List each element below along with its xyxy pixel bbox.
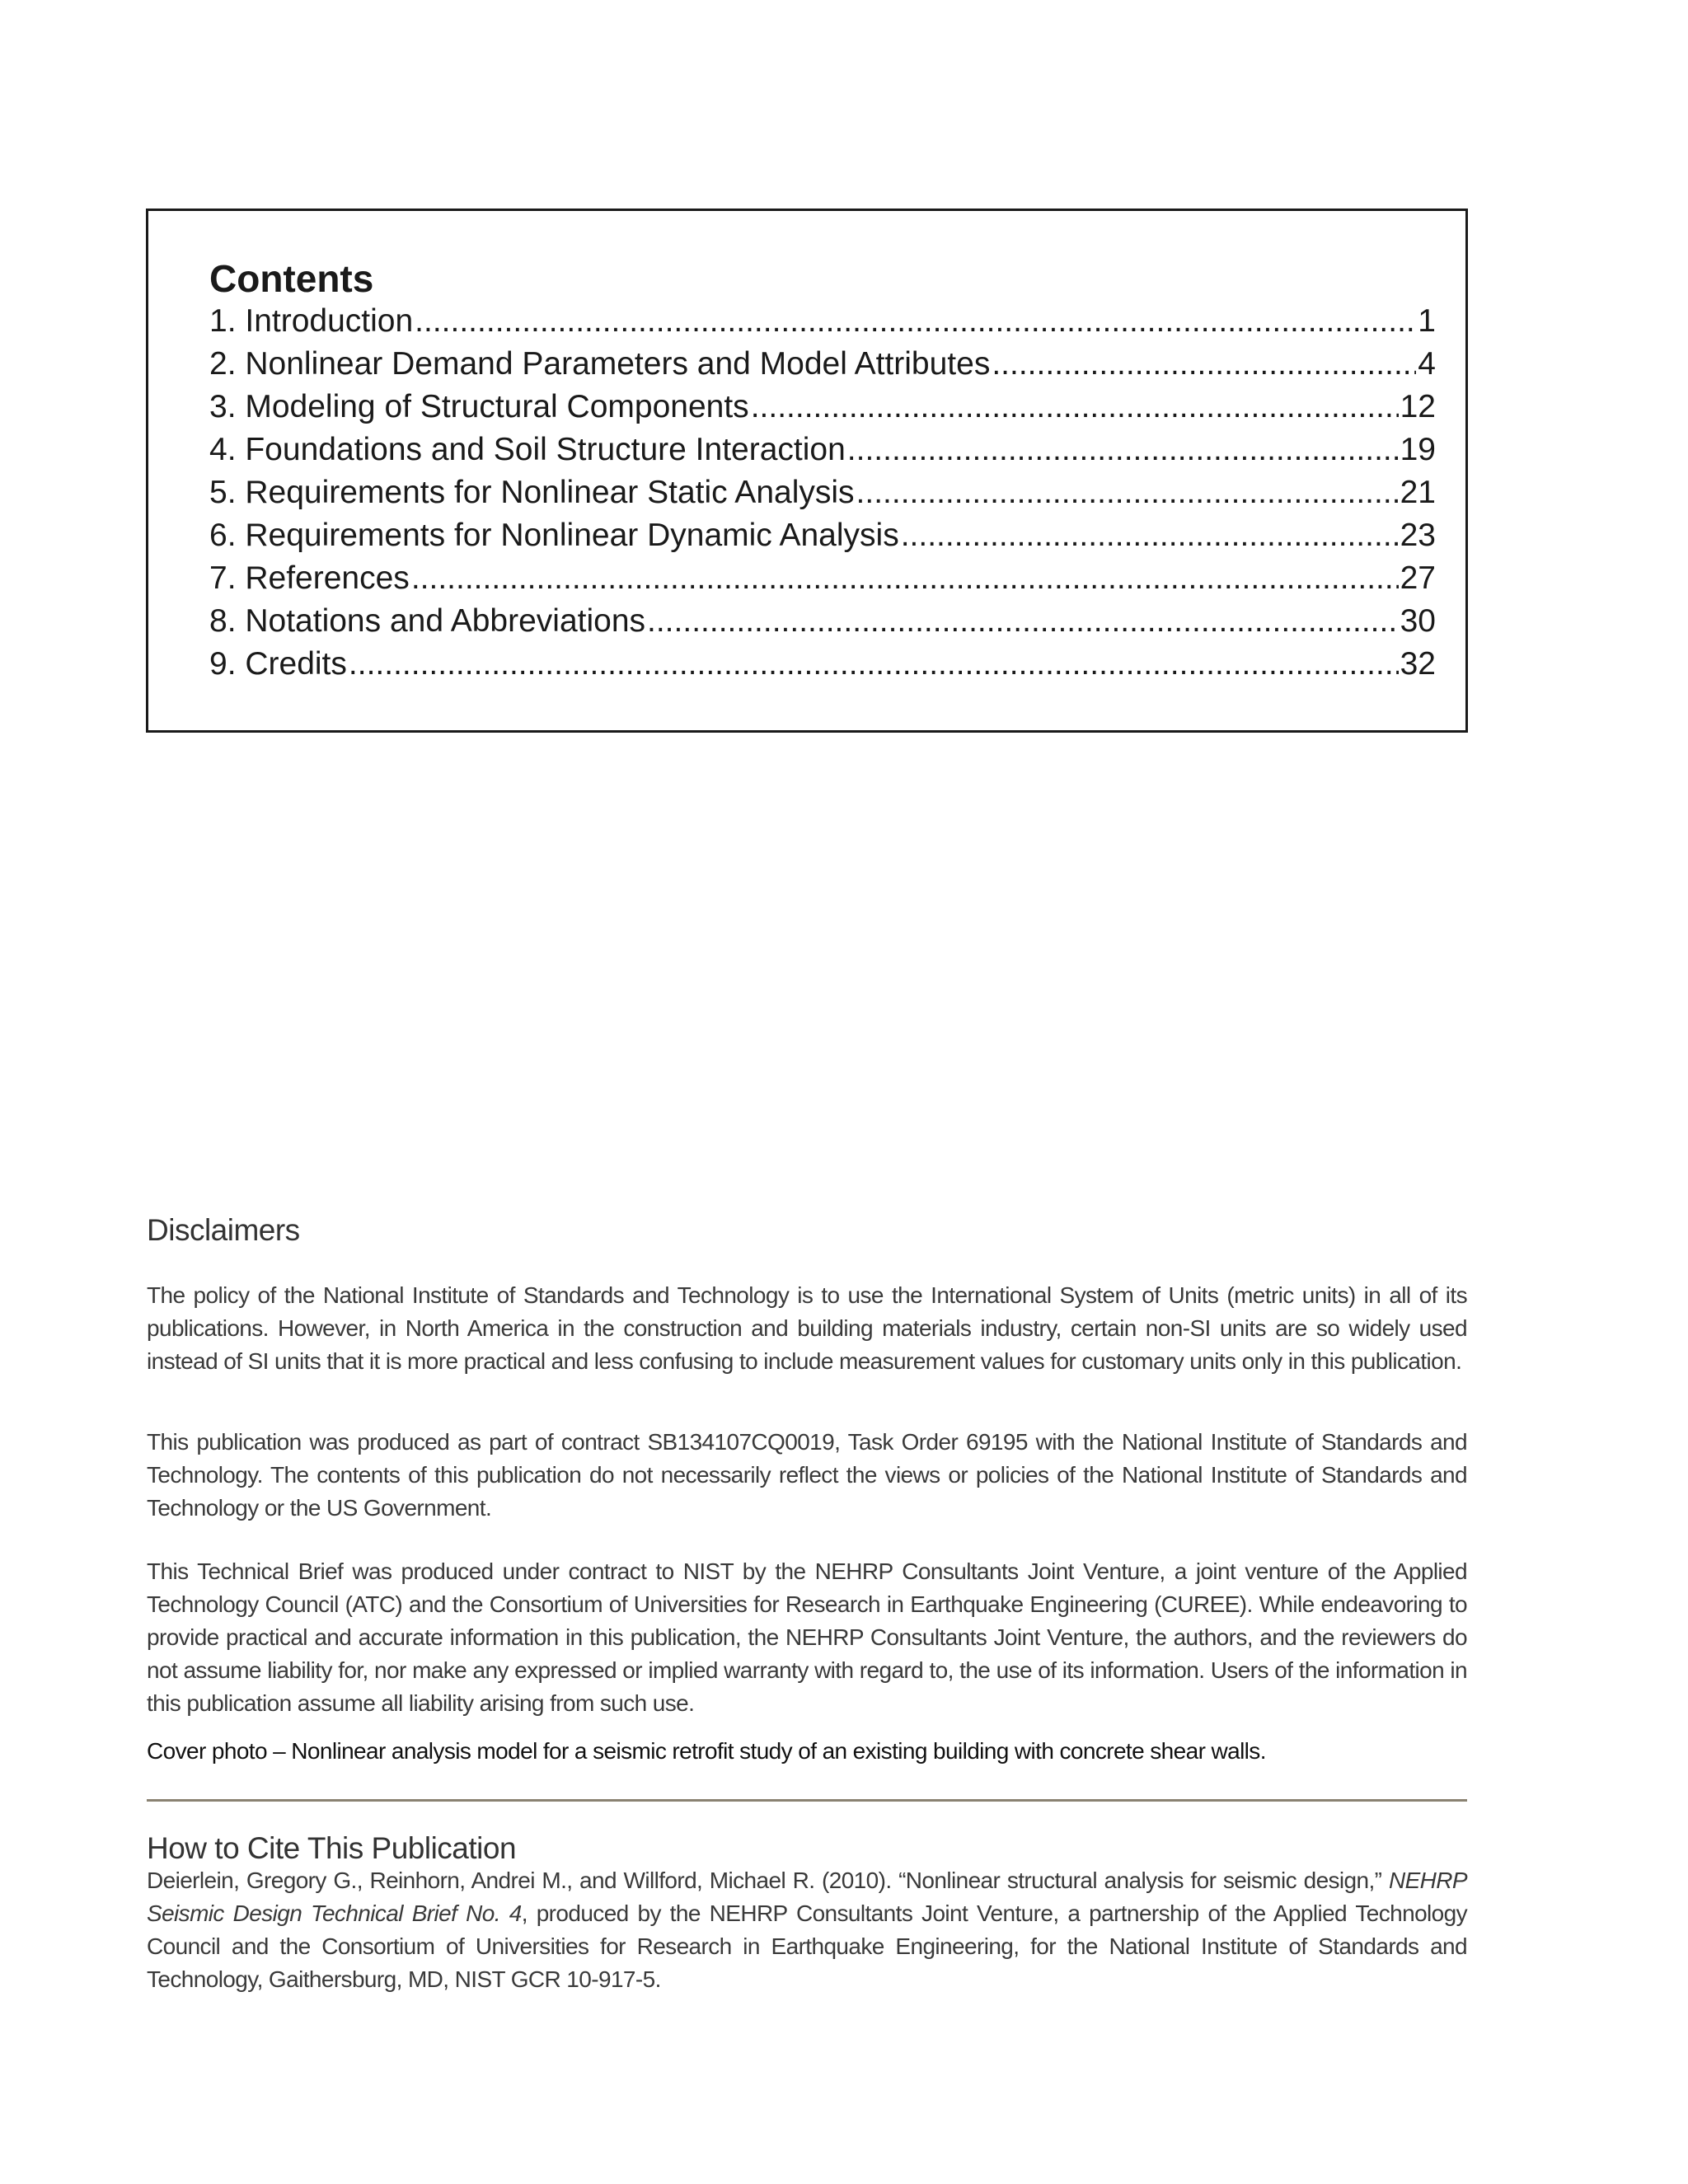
section-divider	[147, 1799, 1467, 1802]
disclaimer-paragraph-liability: This Technical Brief was produced under contract to NIST by the NEHRP Consultants Joint Venture, a joint venture of the Applied Technology Council (ATC) and the Consortium of Universities for Research in Earthquake Engineering (CUREE). While endeavoring to provide practical and accurate information in this publication, the NEHRP Consultants Joint Venture, the authors, and the reviewers do not assume liability for, nor make any expressed or implied warranty with regard to, the use of its information. Users of the information in this publication assume all liability arising from such use.	[147, 1558, 1467, 1716]
toc-item-label: 3. Modeling of Structural Components	[209, 389, 749, 424]
toc-item-label: 1. Introduction	[209, 303, 414, 339]
toc-item-page: 21	[1400, 475, 1436, 510]
toc-item-page: 32	[1400, 646, 1436, 682]
citation-authors-title: Deierlein, Gregory G., Reinhorn, Andrei M., and Willford, Michael R. (2010). “Nonlinear structural analysis for seismic design,”	[147, 1868, 1389, 1893]
toc-item-label: 8. Notations and Abbreviations	[209, 603, 646, 639]
toc-item-structural-components[interactable]	[209, 389, 1436, 432]
toc-leader-dots	[847, 432, 1399, 468]
disclaimer-paragraph-units: The policy of the National Institute of Standards and Technology is to use the International System of Units (metric units) in all of its publications. However, in North America in the construction and building materials industry, certain non-SI units are so widely used instead of SI units that it is more practical and less confusing to include measurement values for customary units only in this publication.	[147, 1282, 1467, 1374]
toc-leader-dots	[856, 475, 1399, 511]
toc-item-page: 1	[1418, 303, 1436, 339]
citation-text	[147, 1864, 1467, 1996]
cover-photo-caption: Cover photo – Nonlinear analysis model for a seismic retrofit study of an existing building with concrete shear walls.	[147, 1738, 1266, 1764]
citation-publisher-details: , produced by the NEHRP Consultants Joint Venture, a partnership of the Applied Technology Council and the Consortium of Universities for Research in Earthquake Engineering, for the National Institute of Standards and Technology, Gaithersburg, MD, NIST GCR 10-917-5.	[147, 1900, 1468, 1992]
toc-leader-dots	[411, 560, 1399, 597]
contents-box	[146, 209, 1468, 733]
toc-item-nonlinear-demand[interactable]	[209, 346, 1436, 389]
disclaimer-paragraph-contract: This publication was produced as part of contract SB134107CQ0019, Task Order 69195 with the National Institute of Standards and Technology. The contents of this publication do not necessarily reflect the views or policies of the National Institute of Standards and Technology or the US Government.	[147, 1429, 1467, 1521]
toc-item-references[interactable]	[209, 560, 1436, 603]
citation-heading: How to Cite This Publication	[147, 1831, 517, 1865]
toc-item-label: 4. Foundations and Soil Structure Interaction	[209, 432, 846, 467]
toc-leader-dots	[647, 603, 1399, 640]
toc-item-label: 2. Nonlinear Demand Parameters and Model Attributes	[209, 346, 991, 382]
toc-item-dynamic-analysis[interactable]	[209, 518, 1436, 560]
toc-leader-dots	[751, 389, 1399, 425]
toc-item-introduction[interactable]	[209, 303, 1436, 346]
toc-item-page: 4	[1418, 346, 1436, 382]
toc-item-credits[interactable]	[209, 646, 1436, 689]
disclaimers-heading: Disclaimers	[147, 1213, 300, 1247]
toc-item-label: 5. Requirements for Nonlinear Static Analysis	[209, 475, 855, 510]
contents-list	[209, 303, 1436, 689]
toc-leader-dots	[349, 646, 1399, 682]
toc-item-static-analysis[interactable]	[209, 475, 1436, 518]
toc-item-label: 9. Credits	[209, 646, 347, 682]
toc-item-label: 7. References	[209, 560, 410, 596]
toc-item-page: 12	[1400, 389, 1436, 424]
toc-item-page: 19	[1400, 432, 1436, 467]
toc-leader-dots	[901, 518, 1399, 554]
contents-title: Contents	[209, 257, 374, 300]
toc-leader-dots	[992, 346, 1416, 382]
toc-leader-dots	[415, 303, 1416, 340]
citation-series-title: NEHRP Seismic Design Technical Brief No. 4	[147, 1868, 1467, 1926]
toc-item-page: 23	[1400, 518, 1436, 553]
toc-item-page: 27	[1400, 560, 1436, 596]
toc-item-label: 6. Requirements for Nonlinear Dynamic Analysis	[209, 518, 899, 553]
toc-item-page: 30	[1400, 603, 1436, 639]
toc-item-foundations[interactable]	[209, 432, 1436, 475]
toc-item-notations[interactable]	[209, 603, 1436, 646]
